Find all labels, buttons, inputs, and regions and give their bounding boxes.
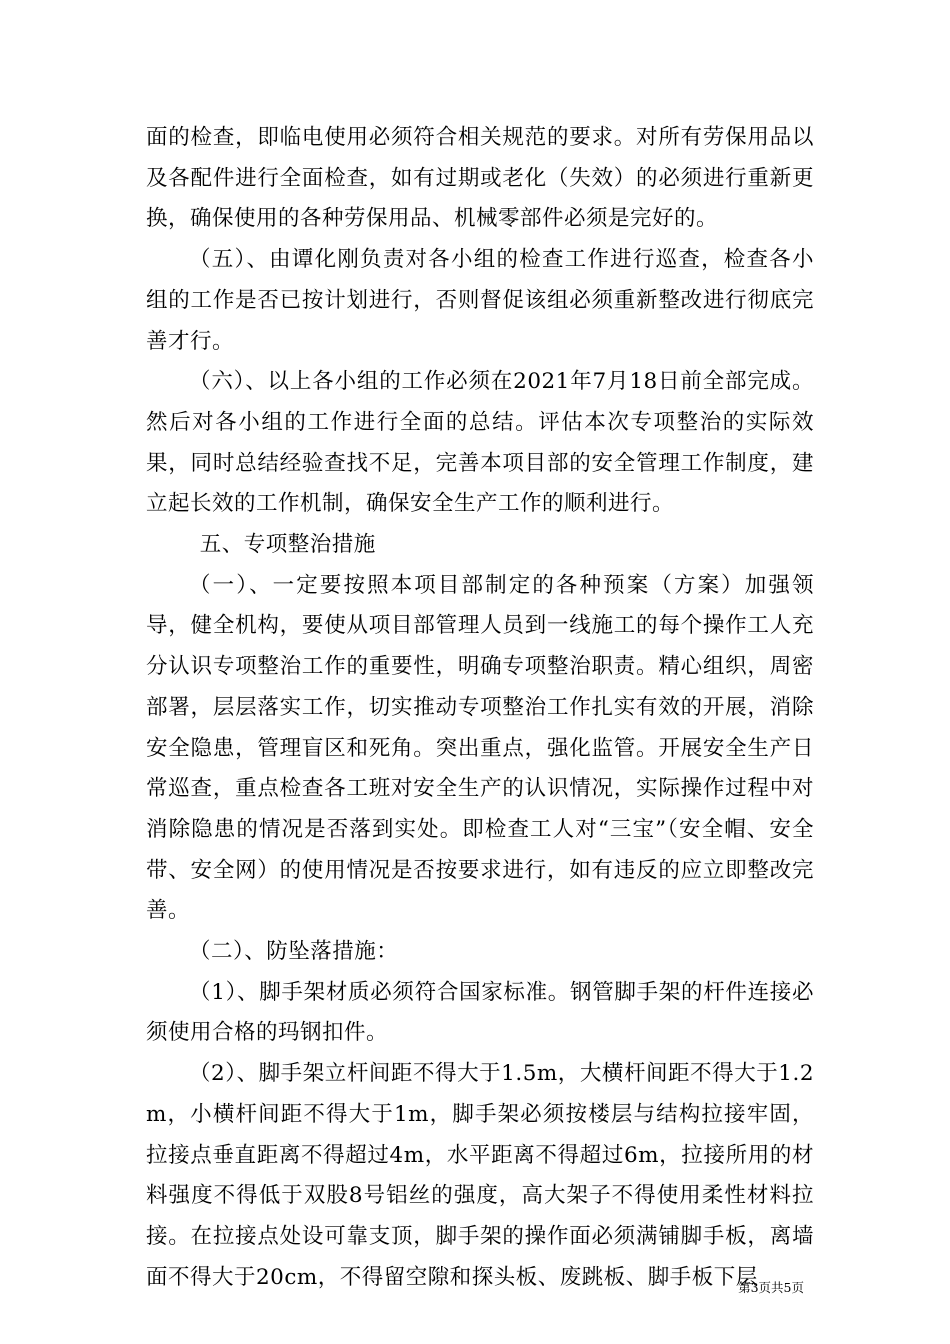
paragraph-measure-2: （二）、防坠落措施： xyxy=(189,939,399,965)
paragraph-item-5: （五）、由谭化刚负责对各小组的检查工作进行巡查，检查各小组的工作是否已按计划进行，否则督促该组必须重新整改进行彻底完善才行。 xyxy=(146,247,814,354)
paragraph-continued: 面的检查，即临电使用必须符合相关规范的要求。对所有劳保用品以及各配件进行全面检查，如有过期或老化（失效）的必须进行重新更换，确保使用的各种劳保用品、机械零部件必须是完好的。 xyxy=(146,125,814,232)
section-heading: 五、专项整治措施 xyxy=(199,532,376,558)
document-body xyxy=(146,118,814,1298)
paragraph-measure-1: （一）、一定要按照本项目部制定的各种预案（方案）加强领导，健全机构，要使从项目部管理人员到一线施工的每个操作工人充分认识专项整治工作的重要性，明确专项整治职责。精心组织，周密部署，层层落实工作，切实推动专项整治工作扎实有效的开展，消除安全隐患，管理盲区和死角。突出重点，强化监管。开展安全生产日常巡查，重点检查各工班对安全生产的认识情况，实际操作过程中对消除隐患的情况是否落到实处。即检查工人对“三宝”（安全帽、安全带、安全网）的使用情况是否按要求进行，如有违反的应立即整改完善。 xyxy=(146,572,814,924)
paragraph-sub-1: （1）、脚手架材质必须符合国家标准。钢管脚手架的杆件连接必须使用合格的玛钢扣件。 xyxy=(146,979,814,1046)
paragraph-item-6: （六）、以上各小组的工作必须在2021年7月18日前全部完成。然后对各小组的工作进行全面的总结。评估本次专项整治的实际效果，同时总结经验查找不足，完善本项目部的安全管理工作制度，建立起长效的工作机制，确保安全生产工作的顺利进行。 xyxy=(146,369,814,517)
paragraph-sub-2: （2）、脚手架立杆间距不得大于1.5m，大横杆间距不得大于1.2m，小横杆间距不得大于1m，脚手架必须按楼层与结构拉接牢固，拉接点垂直距离不得超过4m，水平距离不得超过6m，拉接所用的材料强度不得低于双股8号铝丝的强度，高大架子不得使用柔性材料拉接。在拉接点处设可靠支顶，脚手架的操作面必须满铺脚手板，离墙面不得大于20cm，不得留空隙和探头板、废跳板、脚手板下层 xyxy=(146,1061,814,1290)
page-number: 第3页共5页 xyxy=(738,1280,804,1295)
